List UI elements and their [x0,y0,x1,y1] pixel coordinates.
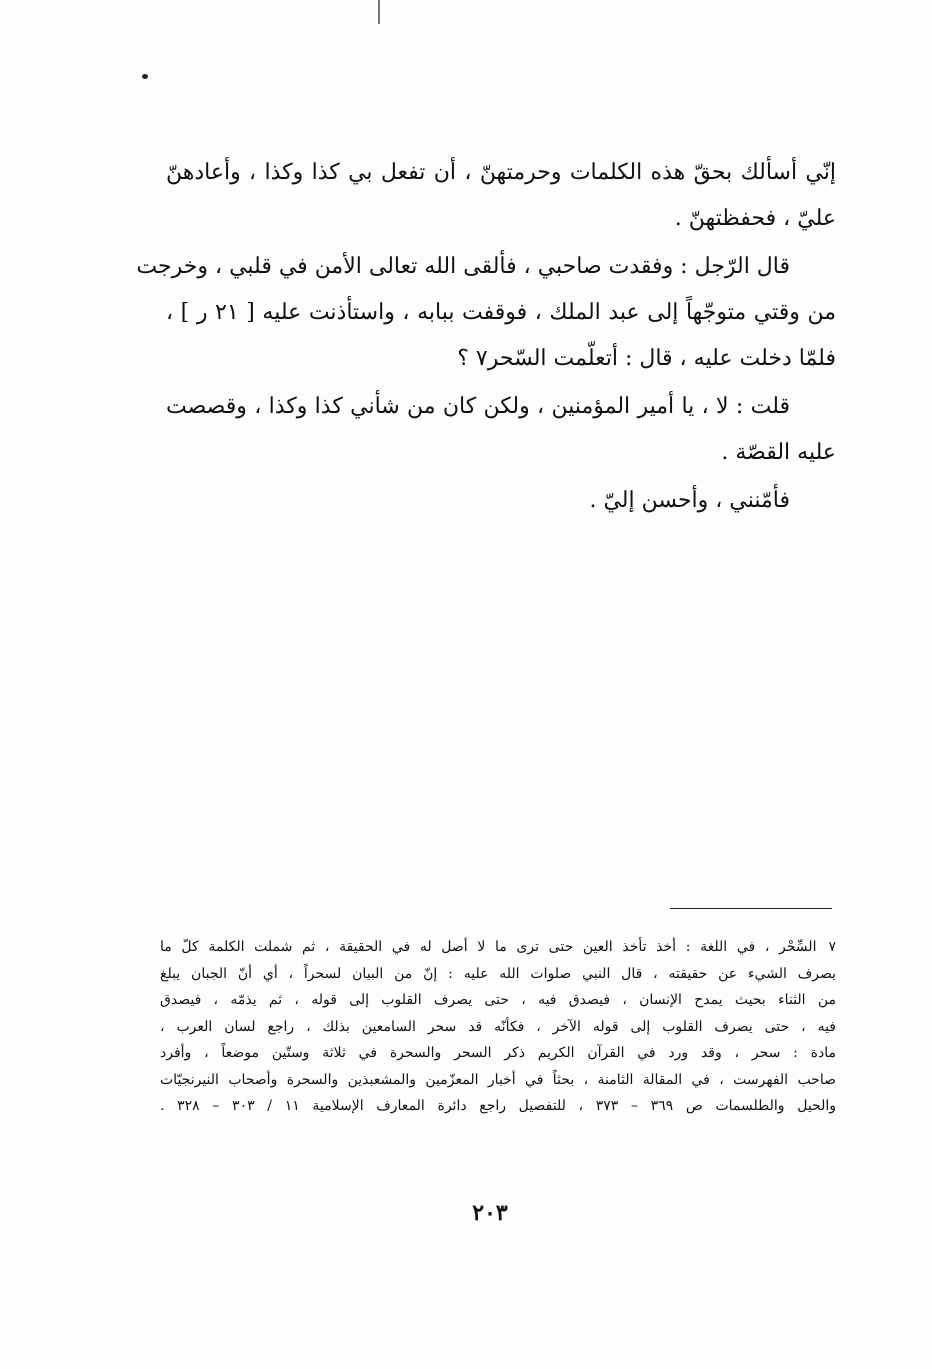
text-line: فلمّا دخلت عليه ، قال : أتعلّمت السّحر٧ ؟ [457,346,836,371]
footnote-line: يصرف الشيء عن حقيقته ، قال النبي صلوات الله عليه : إنّ من البيان لسحراً ، أي أنّ الجبان يبلغ [160,965,836,982]
footnote-line: من الثناء بحيث يمدح الإنسان ، فيصدق فيه ، حتى يصرف القلوب إلى قوله ، ثم يذمّه ، فيصدق [160,992,836,1008]
footnote-number: ٧ [828,939,836,955]
page-crease-mark [378,0,380,24]
footnote-line: فيه ، حتى يصرف القلوب إلى قوله الآخر ، فكأنّه قد سحر السامعين بذلك ، راجع لسان العرب ، [160,1018,836,1035]
paragraph-4 [166,478,836,524]
footnote-line-text: السِّحْر ، في اللغة : أخذ تأخذ العين حتى ترى ما لا أصل له في الحقيقة ، ثم شملت الكلمة كلّ ما [160,939,817,955]
main-text [136,150,836,526]
text-line: قلت : لا ، يا أمير المؤمنين ، ولكن كان من شأني كذا وكذا ، وقصصت [166,394,790,419]
paragraph-3 [166,384,836,476]
page-number: ٢٠٣ [472,1200,508,1226]
ink-speck [142,74,148,79]
footnote-line [160,934,836,961]
footnote-line: والحيل والطلسمات ص ٣٦٩ – ٣٧٣ ، للتفصيل راجع دائرة المعارف الإسلامية ١١ / ٣٠٣ – ٣٢٨ . [160,1098,836,1114]
text-line: فأمّنني ، وأحسن إليّ . [589,488,790,513]
text-line: عليه القصّة . [721,440,836,465]
text-line: إنّي أسألك بحقّ هذه الكلمات وحرمتهنّ ، أن تفعل بي كذا وكذا ، وأعادهنّ [166,160,836,185]
paragraph-2 [136,244,836,382]
footnote-separator [670,908,832,909]
text-line: عليّ ، فحفظتهنّ . [674,206,836,231]
text-line: قال الرّجل : وفقدت صاحبي ، فألقى الله تعالى الأمن في قلبي ، وخرجت [136,254,790,279]
footnote-line: صاحب الفهرست ، في المقالة الثامنة ، بحثاً في أخبار المعزّمين والمشعبذين والسحرة وأصحاب النيرنجيّات [160,1071,836,1088]
text-line: من وقتي متوجّهاً إلى عبد الملك ، فوقفت ببابه ، واستأذنت عليه [ ٢١ ر ] ، [166,300,836,325]
footnote-line: مادة : سحر ، وقد ورد في القرآن الكريم ذكر السحر والسحرة في ثلاثة وستّين موضعاً ، وأفرد [160,1045,836,1061]
paragraph-1 [166,150,836,242]
footnote [160,934,836,1120]
